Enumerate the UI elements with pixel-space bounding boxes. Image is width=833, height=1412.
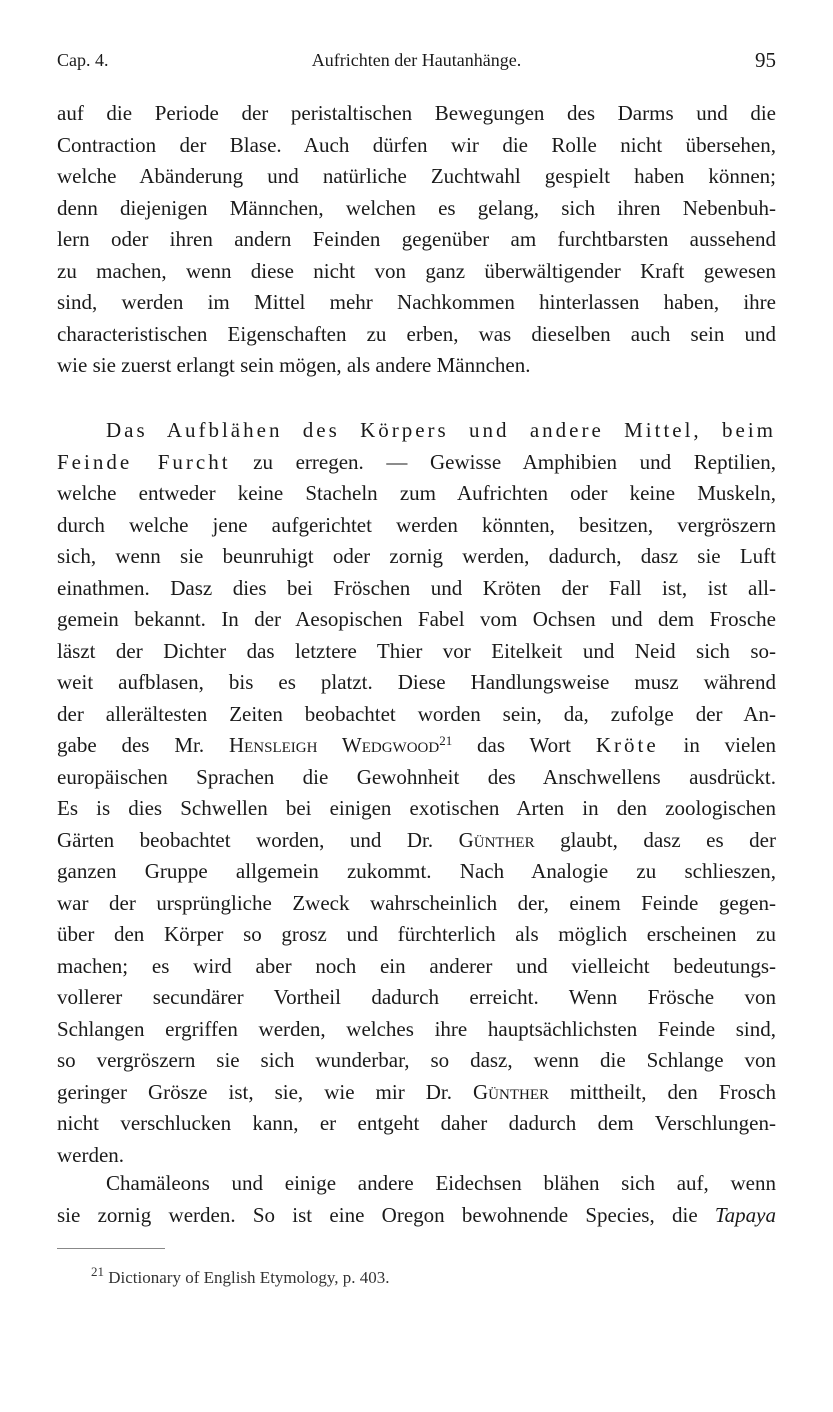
- text-fragment: Gärten beobachtet worden, und Dr.: [57, 827, 459, 852]
- text-line: lern oder ihren andern Feinden gegenüber am furchtbarsten aussehend: [57, 227, 776, 251]
- running-header: [57, 50, 776, 80]
- text-line: Contraction der Blase. Auch dürfen wir die Rolle nicht übersehen,: [57, 132, 776, 157]
- chapter-label: Cap. 4.: [57, 50, 109, 70]
- text-line: wie sie zuerst erlangt sein mögen, als andere Männchen.: [57, 353, 531, 377]
- text-line: einathmen. Dasz dies bei Fröschen und Kröten der Fall ist, ist all-: [57, 575, 776, 600]
- running-title: Aufrichten der Hautanhänge.: [311, 50, 522, 70]
- text-line: denn diejenigen Männchen, welchen es gelang, sich ihren Nebenbuh-: [57, 195, 776, 220]
- text-line: machen; es wird aber noch ein anderer und vielleicht bedeutungs-: [57, 953, 776, 978]
- text-line: gemein bekannt. In der Aesopischen Fabel vom Ochsen und dem Frosche: [57, 607, 776, 631]
- text-line: vollerer secundärer Vortheil dadurch erreicht. Wenn Frösche von: [57, 985, 776, 1009]
- text-fragment: in vielen: [658, 733, 776, 757]
- text-line: läszt der Dichter das letztere Thier vor Eitelkeit und Neid sich so-: [57, 638, 776, 663]
- text-fragment: geringer Grösze ist, sie, wie mir Dr.: [57, 1079, 474, 1104]
- text-line: [57, 1077, 776, 1109]
- text-line: characteristischen Eigenschaften zu erben, was dieselben auch sein und: [57, 321, 776, 346]
- text-fragment: das Wort: [452, 733, 596, 757]
- text-line: [57, 1200, 776, 1232]
- footnote-divider: [57, 1248, 165, 1249]
- text-line: über den Körper so grosz und fürchterlich als möglich erscheinen zu: [57, 922, 776, 946]
- spaced-word: Kröte: [595, 733, 659, 757]
- text-line: Chamäleons und einige andere Eidechsen blähen sich auf, wenn: [106, 1171, 776, 1195]
- paragraph-2: [57, 415, 776, 1171]
- author-name: Günther: [473, 1079, 550, 1104]
- text-line: zu machen, wenn diese nicht von ganz überwältigender Kraft gewesen: [57, 258, 776, 283]
- footnote: [91, 1264, 390, 1288]
- species-name: Tapaya: [714, 1202, 776, 1227]
- footnote-text: Dictionary of English Etymology, p. 403.: [108, 1268, 390, 1287]
- text-line: nicht verschlucken kann, er entgeht daher dadurch dem Verschlungen-: [57, 1111, 776, 1135]
- text-fragment: sie zornig werden. So ist eine Oregon bewohnende Species, die: [57, 1202, 715, 1227]
- paragraph-1: [57, 98, 776, 382]
- text-line: Es is dies Schwellen bei einigen exotischen Arten in den zoologischen: [57, 796, 776, 820]
- text-line: welche entweder keine Stacheln zum Aufrichten oder keine Muskeln,: [57, 481, 776, 505]
- text-line: [57, 730, 776, 762]
- page-number: 95: [755, 48, 776, 72]
- text-line: europäischen Sprachen die Gewohnheit des Anschwellens ausdrückt.: [57, 764, 776, 789]
- text-line: werden.: [57, 1142, 125, 1167]
- text-line: [57, 825, 776, 857]
- paragraph-3: [57, 1168, 776, 1231]
- section-heading-line: Das Aufblähen des Körpers und andere Mittel, beim: [106, 418, 776, 442]
- text-line: sich, wenn sie beunruhigt oder zornig werden, dadurch, dasz sie Luft: [57, 544, 776, 568]
- text-fragment: gabe des Mr.: [57, 733, 229, 757]
- text-line: so vergröszern sie sich wunderbar, so dasz, wenn die Schlange von: [57, 1048, 776, 1072]
- text-line: weit aufblasen, bis es platzt. Diese Handlungsweise musz während: [57, 670, 776, 694]
- text-line: [57, 447, 776, 479]
- text-fragment: glaubt, dasz es der: [534, 827, 776, 852]
- text-line: ganzen Gruppe allgemein zukommt. Nach Analogie zu schlieszen,: [57, 859, 776, 883]
- author-name: Günther: [458, 827, 535, 852]
- text-line: war der ursprüngliche Zweck wahrscheinlich der, einem Feinde gegen-: [57, 890, 776, 915]
- text-fragment: — Gewisse Amphibien und Reptilien,: [363, 449, 776, 474]
- footnote-ref[interactable]: 21: [439, 733, 453, 748]
- text-line: der allerältesten Zeiten beobachtet worden sein, da, zufolge der An-: [57, 701, 776, 726]
- text-line: auf die Periode der peristaltischen Bewegungen des Darms und die: [57, 101, 776, 125]
- text-fragment: mittheilt, den Frosch: [549, 1079, 776, 1104]
- section-heading-tail: zu erregen.: [253, 449, 364, 474]
- text-line: welche Abänderung und natürliche Zuchtwahl gespielt haben können;: [57, 164, 776, 188]
- author-name: Hensleigh Wedgwood: [228, 733, 440, 757]
- text-line: durch welche jene aufgerichtet werden könnten, besitzen, vergröszern: [57, 512, 776, 537]
- text-line: Schlangen ergriffen werden, welches ihre hauptsächlichsten Feinde sind,: [57, 1016, 776, 1041]
- footnote-number: 21: [91, 1264, 104, 1279]
- section-heading-end: Feinde Furcht: [57, 449, 231, 474]
- text-line: sind, werden im Mittel mehr Nachkommen hinterlassen haben, ihre: [57, 290, 776, 314]
